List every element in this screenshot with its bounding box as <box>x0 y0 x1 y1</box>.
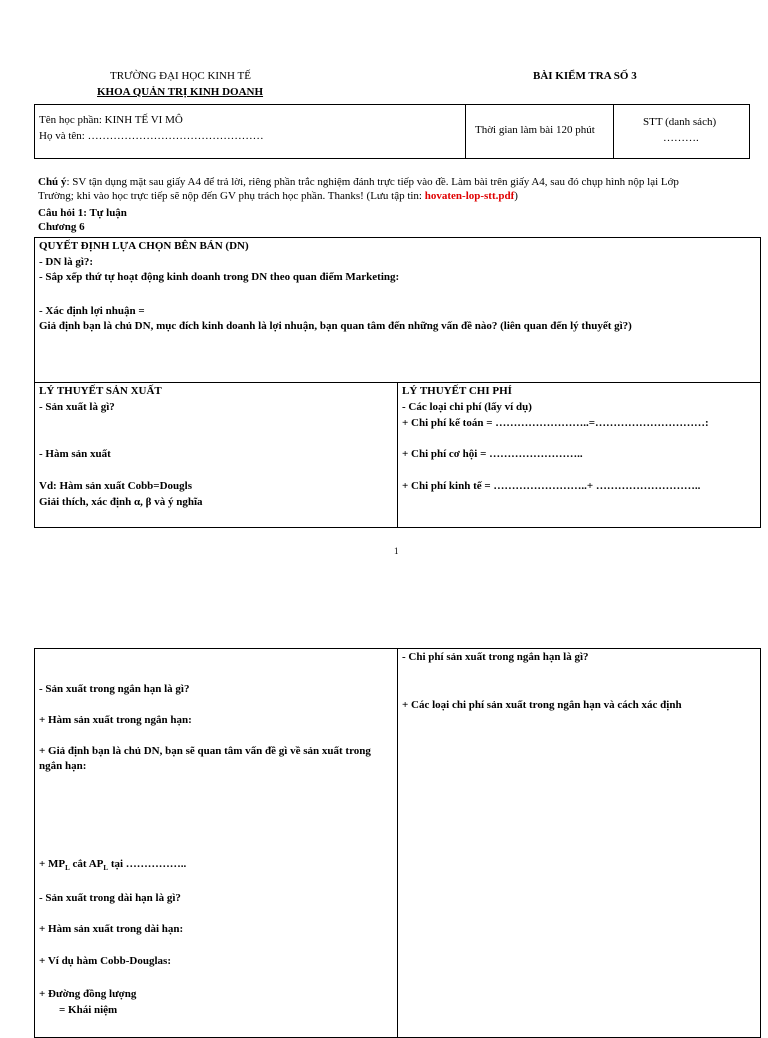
question-line: ngắn hạn: <box>39 760 87 772</box>
school-name: TRƯỜNG ĐẠI HỌC KINH TẾ <box>110 70 251 82</box>
note-text-1: : SV tận dụng mặt sau giấy A4 để trả lời, riêng phần trắc nghiệm đánh trực tiếp vào đề. Làm bài trên giấy A4, sau đó chụp hình nộp lại Lớp <box>66 176 679 188</box>
file-name: hovaten-lop-stt.pdf <box>424 190 515 202</box>
question-line: Giả định bạn là chủ DN, mục đích kinh doanh là lợi nhuận, bạn quan tâm đến những vấn đề nào? (liên quan đến lý thuyết gì?) <box>39 320 632 332</box>
info-table <box>34 104 750 159</box>
page-number: 1 <box>394 546 399 556</box>
question-line: + Ví dụ hàm Cobb-Douglas: <box>39 955 171 967</box>
chapter-title: Chương 6 <box>38 221 85 233</box>
section-title: QUYẾT ĐỊNH LỰA CHỌN BÊN BÁN (DN) <box>39 240 249 252</box>
question-line: + Chi phí kế toán = ……………………..=…………………………: <box>402 417 709 429</box>
question-line: = Khái niệm <box>59 1004 118 1016</box>
production-theory-box <box>34 382 398 528</box>
question-line: - Sản xuất trong ngắn hạn là gì? <box>39 683 190 695</box>
test-title: BÀI KIỂM TRA SỐ 3 <box>533 70 637 82</box>
section-title: LÝ THUYẾT CHI PHÍ <box>402 385 512 397</box>
time-label: Thời gian làm bài 120 phút <box>475 124 595 136</box>
question-title: Câu hỏi 1: Tự luận <box>38 207 127 219</box>
note-label: Chú ý <box>38 176 67 188</box>
name-field[interactable]: Họ và tên: ………………………………………… <box>39 130 264 142</box>
stt-field[interactable]: ………. <box>663 132 699 144</box>
question-line: - Sắp xếp thứ tự hoạt động kinh doanh trong DN theo quan điểm Marketing: <box>39 271 400 283</box>
question-line: - Chi phí sản xuất trong ngắn hạn là gì? <box>402 651 589 663</box>
section-title: LÝ THUYẾT SẢN XUẤT <box>39 385 162 397</box>
question-line: + Chi phí cơ hội = …………………….. <box>402 448 583 460</box>
question-line: - Sản xuất là gì? <box>39 401 115 413</box>
question-line: - Xác định lợi nhuận = <box>39 305 145 317</box>
question-line: + Chi phí kinh tế = ……………………..+ ……………………….. <box>402 480 701 492</box>
note-text-2: Trường; khi vào học trực tiếp sẽ nộp đến GV phụ trách học phần. Thanks! (Lưu tập tin: <box>38 190 425 202</box>
section-seller-decision <box>34 237 761 383</box>
stt-label: STT (danh sách) <box>643 116 717 128</box>
mp-ap-line: + $MP_L$ cắt $AP_L$ tại …………….. <box>39 858 187 873</box>
question-line: - Hàm sản xuất <box>39 448 111 460</box>
question-line: - DN là gì?: <box>39 256 94 268</box>
question-line: Vd: Hàm sản xuất Cobb=Dougls <box>39 480 192 492</box>
question-line: + Hàm sản xuất trong ngắn hạn: <box>39 714 192 726</box>
question-line: + Giả định bạn là chủ DN, bạn sẽ quan tâm vấn đề gì về sản xuất trong <box>39 745 371 757</box>
note-text-2-end: ) <box>514 190 518 202</box>
cost-theory-box <box>397 382 761 528</box>
question-line: - Các loại chi phí (lấy ví dụ) <box>402 401 532 413</box>
question-line: + Hàm sản xuất trong dài hạn: <box>39 923 184 935</box>
faculty-name: KHOA QUẢN TRỊ KINH DOANH <box>97 86 264 98</box>
note <box>38 175 738 203</box>
question-line: + Các loại chi phí sản xuất trong ngắn hạn và cách xác định <box>402 699 682 711</box>
short-run-cost-box <box>397 648 761 1038</box>
question-line: Giải thích, xác định α, β và ý nghĩa <box>39 496 203 508</box>
question-line: - Sản xuất trong dài hạn là gì? <box>39 892 181 904</box>
short-run-production-box <box>34 648 398 1038</box>
course-field: Tên học phần: KINH TẾ VI MÔ <box>39 114 183 126</box>
question-line: + Đường đồng lượng <box>39 988 137 1000</box>
